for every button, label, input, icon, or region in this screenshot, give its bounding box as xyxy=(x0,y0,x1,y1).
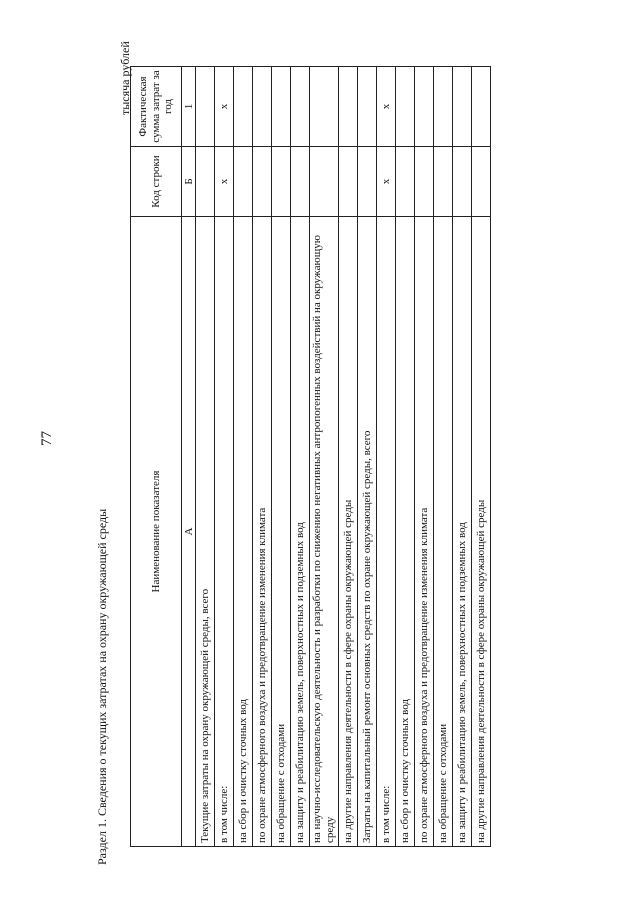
cell-sum: х xyxy=(377,67,396,147)
cell-code xyxy=(396,147,415,217)
cell-code xyxy=(196,147,215,217)
cell-sum xyxy=(434,67,453,147)
cell-name: на защиту и реабилитацию земель, поверхностных и подземных вод xyxy=(453,217,472,847)
section-title: Раздел 1. Сведения о текущих затратах на охрану окружающей среды xyxy=(95,508,109,865)
table-row xyxy=(339,67,358,847)
cell-sum xyxy=(253,67,272,147)
cell-name: на научно-исследовательскую деятельность и разработки по снижению негативных антропогенных воздействий на окружающую среду xyxy=(310,217,339,847)
cell-code xyxy=(310,147,339,217)
cell-code xyxy=(472,147,491,217)
header-actual-sum: Фактическая сумма затрат за год xyxy=(131,67,182,147)
cell-name: в том числе: xyxy=(215,217,234,847)
page-number: 77 xyxy=(39,431,55,446)
header-row-code: Код строки xyxy=(131,147,182,217)
cell-name: на обращение с отходами xyxy=(272,217,291,847)
table-row xyxy=(434,67,453,847)
table-row xyxy=(196,67,215,847)
cell-name: на обращение с отходами xyxy=(434,217,453,847)
cell-sum xyxy=(310,67,339,147)
cell-code xyxy=(291,147,310,217)
cell-sum xyxy=(396,67,415,147)
letter-1: 1 xyxy=(182,67,196,147)
expenses-table xyxy=(130,66,491,847)
cell-sum xyxy=(339,67,358,147)
cell-code xyxy=(453,147,472,217)
cell-name: на сбор и очистку сточных вод xyxy=(234,217,253,847)
cell-name: Затраты на капитальный ремонт основных средств по охране окружающей среды, всего xyxy=(358,217,377,847)
table-row xyxy=(291,67,310,847)
cell-code xyxy=(234,147,253,217)
cell-sum xyxy=(358,67,377,147)
cell-code: х xyxy=(377,147,396,217)
cell-code xyxy=(415,147,434,217)
table-row xyxy=(415,67,434,847)
cell-code xyxy=(253,147,272,217)
table-row xyxy=(472,67,491,847)
table-row xyxy=(253,67,272,847)
cell-name: по охране атмосферного воздуха и предотвращение изменения климата xyxy=(415,217,434,847)
cell-sum xyxy=(453,67,472,147)
column-letters-row xyxy=(182,67,196,847)
cell-name: в том числе: xyxy=(377,217,396,847)
cell-code xyxy=(434,147,453,217)
cell-name: на сбор и очистку сточных вод xyxy=(396,217,415,847)
table-row xyxy=(358,67,377,847)
table-row xyxy=(453,67,472,847)
cell-code xyxy=(339,147,358,217)
table-row xyxy=(396,67,415,847)
units-label: тысяча рублей xyxy=(118,41,132,115)
cell-code xyxy=(272,147,291,217)
table-header-row xyxy=(131,67,182,847)
table-row xyxy=(377,67,396,847)
cell-sum xyxy=(291,67,310,147)
cell-code xyxy=(358,147,377,217)
cell-sum xyxy=(272,67,291,147)
cell-code: х xyxy=(215,147,234,217)
cell-name: по охране атмосферного воздуха и предотвращение изменения климата xyxy=(253,217,272,847)
letter-a: А xyxy=(182,217,196,847)
table-row xyxy=(272,67,291,847)
cell-sum xyxy=(415,67,434,147)
cell-sum: х xyxy=(215,67,234,147)
cell-name: Текущие затраты на охрану окружающей среды, всего xyxy=(196,217,215,847)
table-row xyxy=(310,67,339,847)
table-row xyxy=(234,67,253,847)
letter-b: Б xyxy=(182,147,196,217)
cell-sum xyxy=(196,67,215,147)
cell-name: на защиту и реабилитацию земель, поверхностных и подземных вод xyxy=(291,217,310,847)
table-row xyxy=(215,67,234,847)
header-indicator-name: Наименование показателя xyxy=(131,217,182,847)
cell-sum xyxy=(234,67,253,147)
cell-sum xyxy=(472,67,491,147)
cell-name: на другие направления деятельности в сфере охраны окружающей среды xyxy=(339,217,358,847)
cell-name: на другие направления деятельности в сфере охраны окружающей среды xyxy=(472,217,491,847)
